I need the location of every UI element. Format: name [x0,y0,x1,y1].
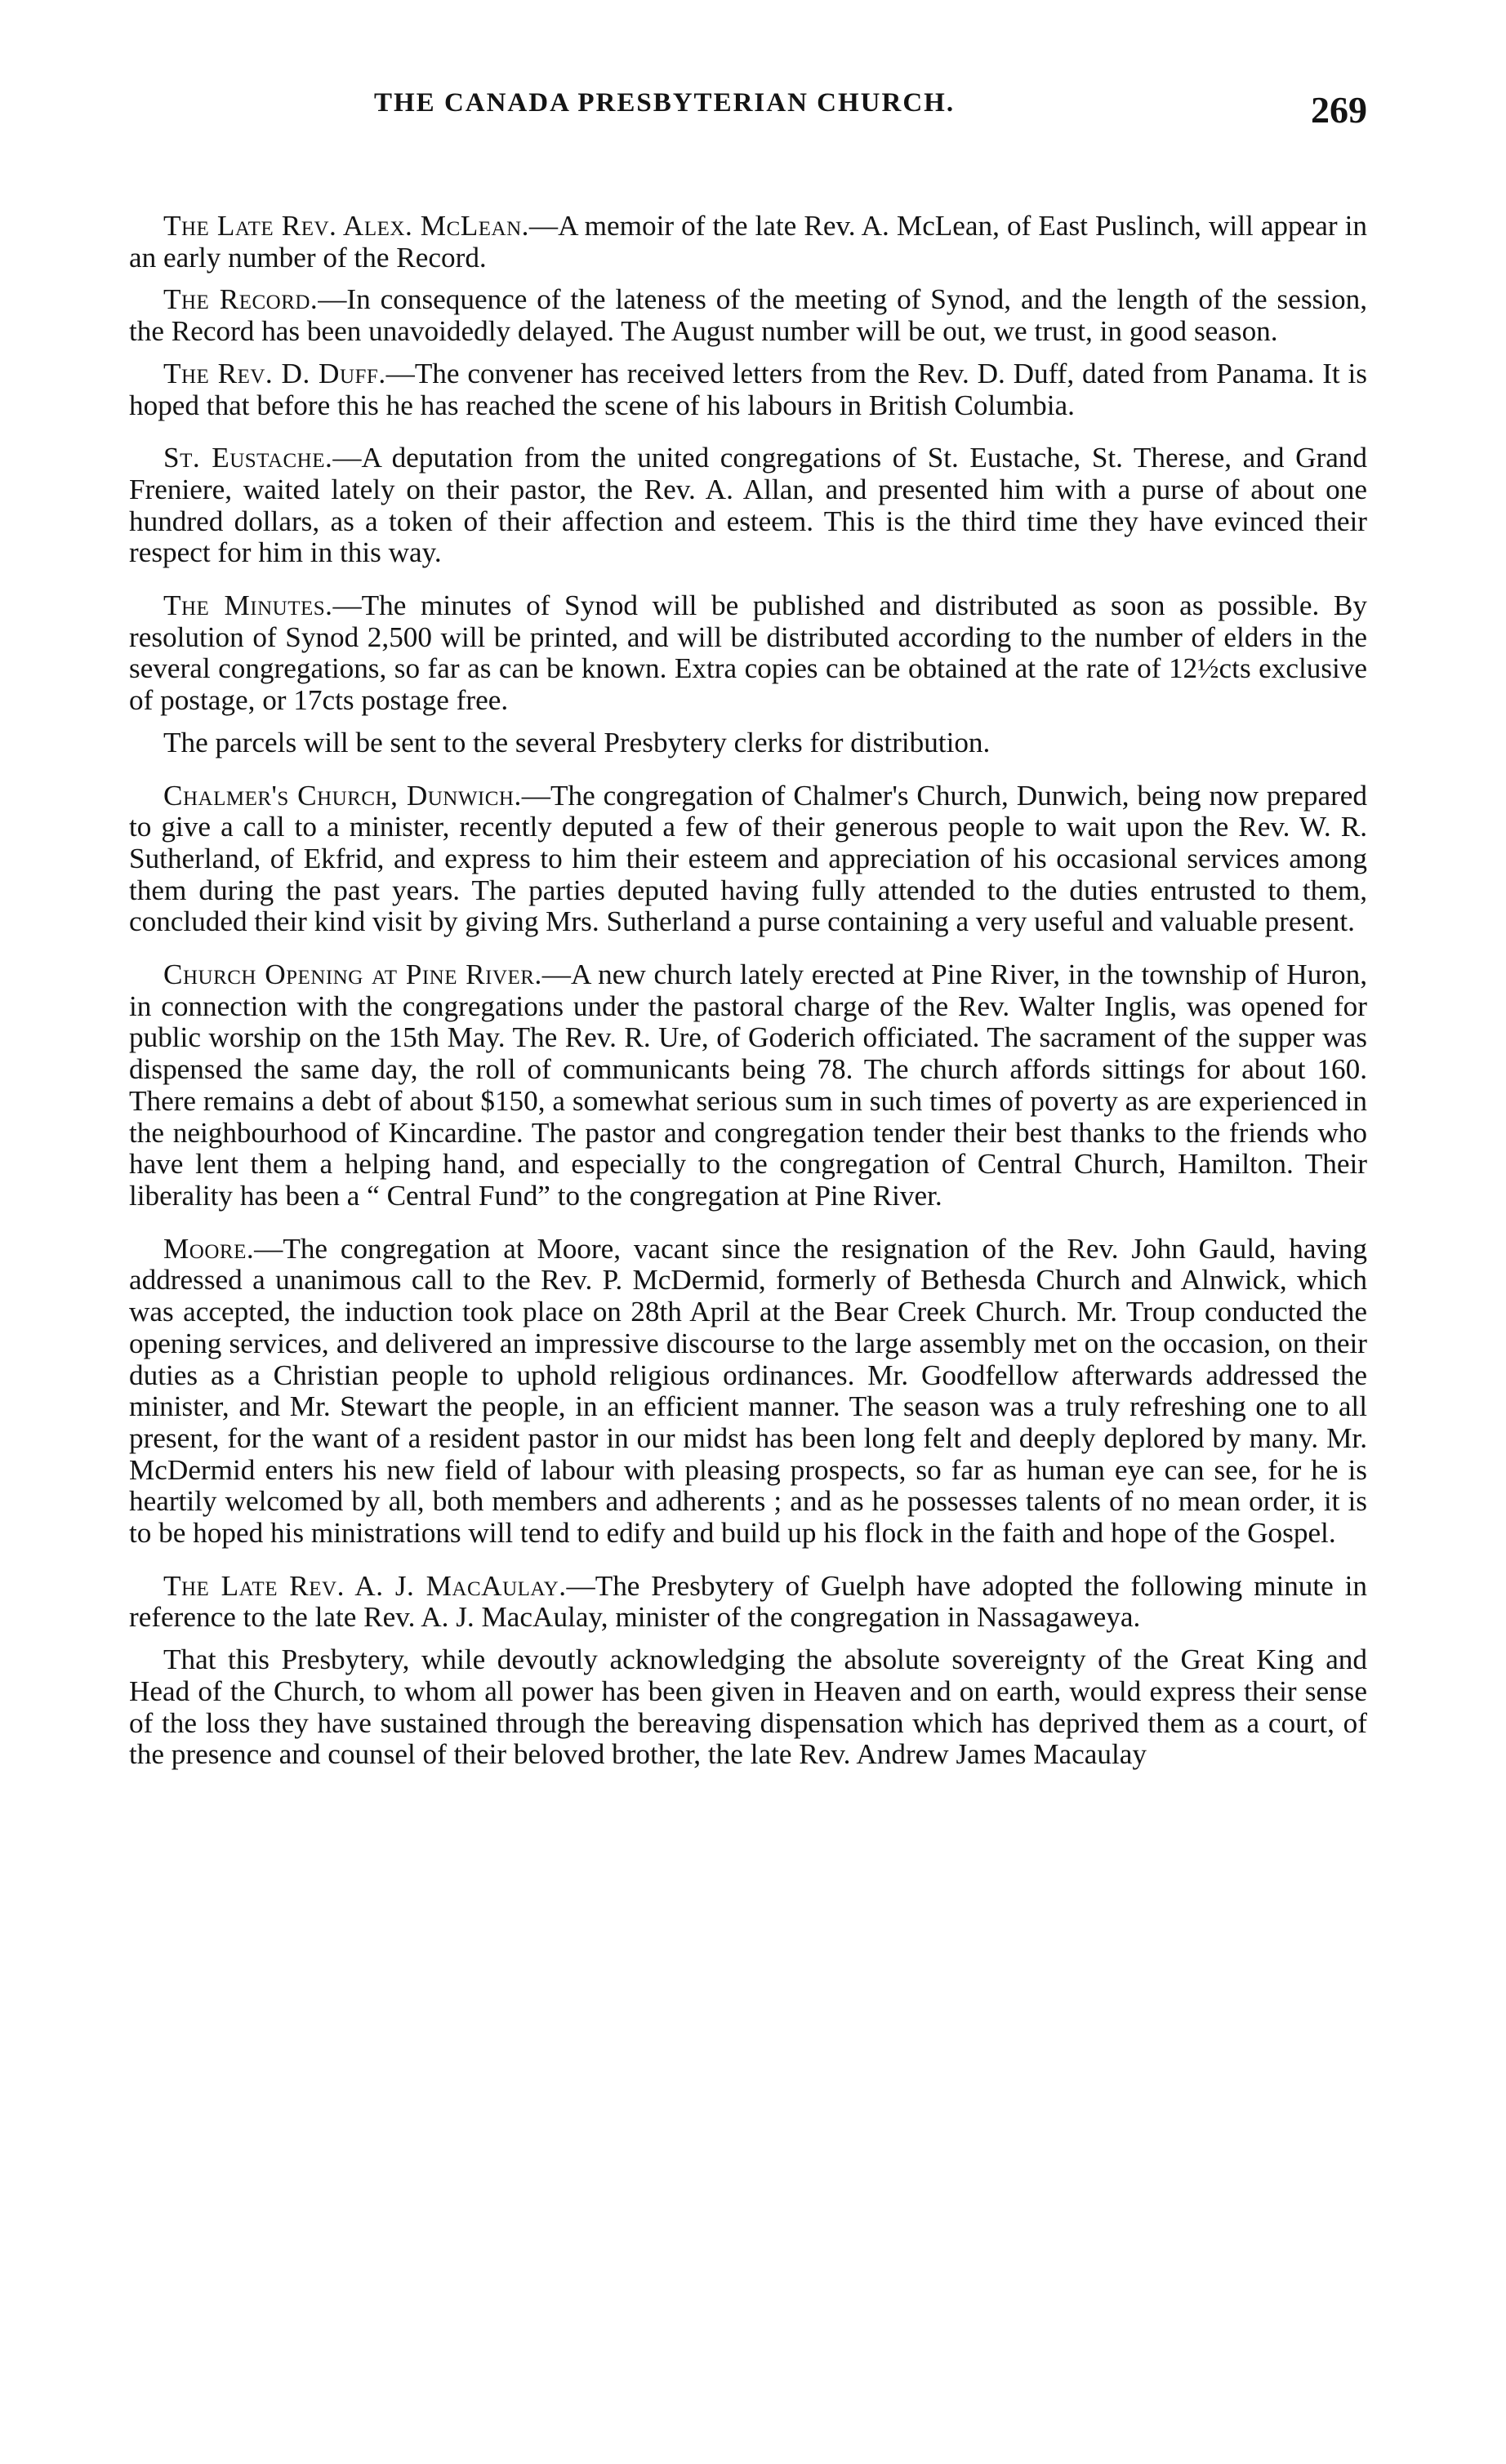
page-number: 269 [1311,89,1367,131]
notice-the-record [129,284,1367,347]
notice-heading: Church Opening at Pine River. [163,958,542,991]
notice-moore [129,1234,1367,1550]
notice-heading: The Minutes. [163,589,333,622]
notice-heading: The Record. [163,283,319,316]
notice-heading: The Late Rev. A. J. MacAulay. [163,1569,567,1602]
notice-presbytery-minute [129,1644,1367,1771]
notice-body: That this Presbytery, while devoutly acknowledging the absolute sovereignty of the Great King and Head of the Church, to whom all power has been given in Heaven and on earth, would express their sense of the loss they have sustained through the bereaving dispensation which has deprived them as a court, of the presence and counsel of their beloved brother, the late Rev. Andrew James Macaulay [129,1643,1367,1771]
notice-body: —The convener has received letters from the Rev. D. Duff, dated from Panama. It is hoped that before this he has reached the scene of his labours in British Columbia. [129,357,1367,421]
running-title: THE CANADA PRESBYTERIAN CHURCH. [374,88,956,118]
notice-body: —A memoir of the late Rev. A. McLean, of East Puslinch, will appear in an early number of the Record. [129,210,1367,274]
notice-d-duff [129,358,1367,421]
notice-macaulay [129,1571,1367,1634]
notice-heading: Moore. [163,1232,255,1265]
notice-parcels [129,727,1367,759]
notice-body: —A deputation from the united congregations of St. Eustache, St. Therese, and Grand Freniere, waited lately on their pastor, the Rev. A. Allan, and presented him with a purse of about one hundred dollars, as a token of their affection and esteem. This is the third time they have evinced their respect for him in this way. [129,442,1367,569]
notice-st-eustache [129,443,1367,569]
notice-heading: Chalmer's Church, Dunwich. [163,779,522,812]
notice-heading: St. Eustache. [163,442,333,474]
notice-heading: The Rev. D. Duff. [163,357,386,389]
notice-body: —The minutes of Synod will be published and distributed as soon as possible. By resolution of Synod 2,500 will be printed, and will be distributed according to the number of elders in the several congregations, so far as can be known. Extra copies can be obtained at the rate of 12½cts exclusive of postage, or 17cts postage free. [129,589,1367,717]
notice-body: —A new church lately erected at Pine River, in the township of Huron, in connection with the congregations under the pastoral charge of the Rev. Walter Inglis, was opened for public worship on the 15th May. The Rev. R. Ure, of Goderich officiated. The sacrament of the supper was dispensed the same day, the roll of communicants being 78. The church affords sittings for about 160. There remains a debt of about $150, a somewhat serious sum in such times of poverty as are experienced in the neighbourhood of Kincardine. The pastor and congregation tender their best thanks to the friends who have lent them a helping hand, and especially to the congregation of Central Church, Hamilton. Their liberality has been a “ Central Fund” to the congregation at Pine River. [129,958,1367,1212]
notice-body: The parcels will be sent to the several Presbytery clerks for distribution. [163,726,991,758]
notice-body: —The Presbytery of Guelph have adopted the following minute in reference to the late Rev. A. J. MacAulay, minister of the congregation in Nassagaweya. [129,1569,1368,1634]
notice-the-minutes [129,590,1367,717]
notice-alex-mclean [129,211,1367,274]
notice-heading: The Late Rev. Alex. McLean. [163,210,529,242]
notice-body: —In consequence of the lateness of the meeting of Synod, and the length of the session, the Record has been unavoidedly delayed. The August number will be out, we trust, in good season. [129,283,1367,348]
notice-body: —The congregation of Chalmer's Church, Dunwich, being now prepared to give a call to a minister, recently deputed a few of their generous people to wait upon the Rev. W. R. Sutherland, of Ekfrid, and express to him their esteem and appreciation of his occasional services among them during the past years. The parties deputed having fully attended to the duties entrusted to them, concluded their kind visit by giving Mrs. Sutherland a purse containing a very useful and valuable present. [129,779,1367,938]
notice-chalmers-church [129,781,1367,939]
running-header [129,88,1367,162]
notice-body: —The congregation at Moore, vacant since the resignation of the Rev. John Gauld, having addressed a unanimous call to the Rev. P. McDermid, formerly of Bethesda Church and Alnwick, which was accepted, the induction took place on 28th April at the Bear Creek Church. Mr. Troup conducted the opening services, and delivered an impressive discourse to the large assembly met on the occasion, on their duties as a Christian people to uphold religious ordinances. Mr. Goodfellow afterwards addressed the minister, and Mr. Stewart the people, in an efficient manner. The season was a truly refreshing one to all present, for the want of a resident pastor in our midst has been long felt and deeply deplored by many. Mr. McDermid enters his new field of labour with pleasing prospects, so far as human eye can see, for he is heartily welcomed by all, both members and adherents ; and as he possesses talents of no mean order, it is to be hoped his ministrations will tend to edify and build up his flock in the faith and hope of the Gospel. [129,1232,1367,1550]
notice-pine-river [129,959,1367,1212]
